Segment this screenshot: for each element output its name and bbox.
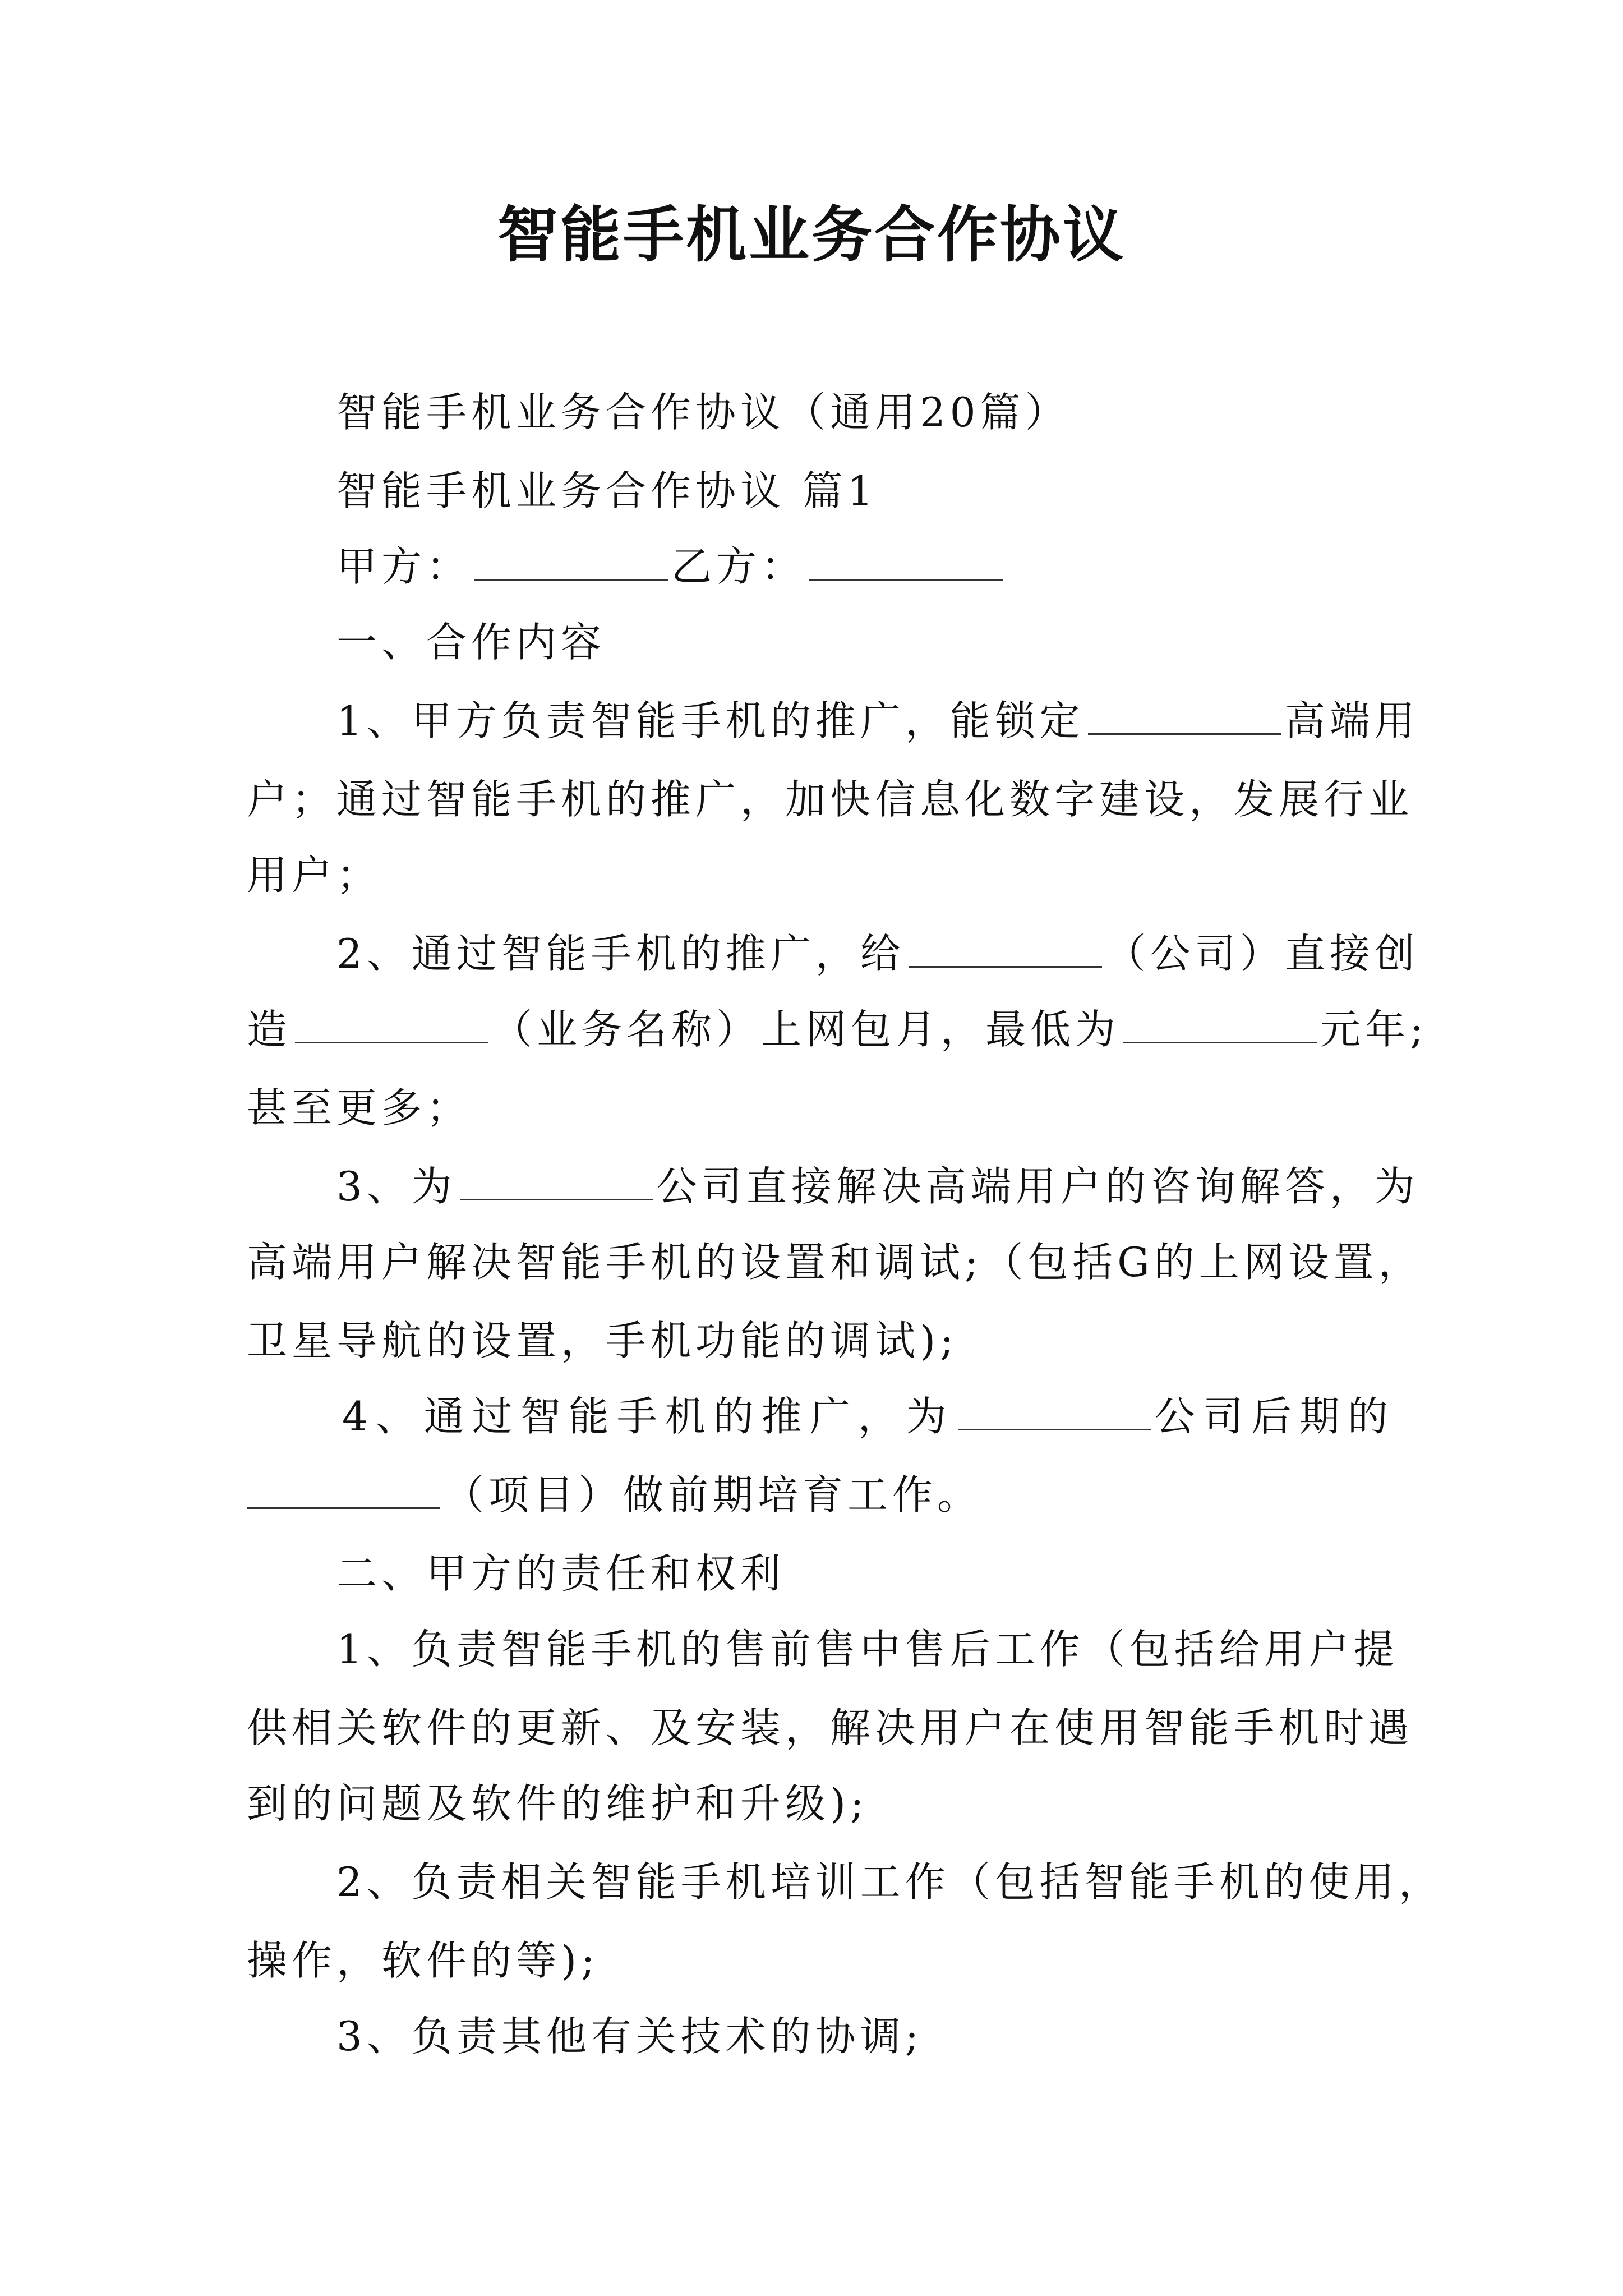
p3-blank — [460, 1159, 653, 1200]
p2-text-d: （业务名称）上网包月，最低为 — [492, 1006, 1121, 1053]
p1-line-3: 用户； — [247, 852, 382, 899]
p3-line-3: 卫星导航的设置，手机功能的调试); — [247, 1317, 958, 1364]
part2-heading: 二、甲方的责任和权利 — [336, 1550, 786, 1597]
p3-line-1 — [336, 1156, 1419, 1217]
p4-text-a: 4、通过智能手机的推广，为 — [342, 1393, 955, 1440]
section-heading: 智能手机业务合作协议 篇1 — [336, 467, 878, 514]
p2-text-a: 2、通过智能手机的推广，给 — [336, 930, 905, 977]
p1-text-a: 1、甲方负责智能手机的推广，能锁定 — [336, 697, 1085, 744]
party-a-blank — [474, 540, 668, 581]
party-b-label: 乙方： — [671, 543, 806, 590]
party-b-blank — [809, 540, 1003, 581]
p3-text-b: 公司直接解决高端用户的咨询解答，为 — [656, 1163, 1419, 1210]
p1-line-2: 户；通过智能手机的推广，加快信息化数字建设，发展行业 — [247, 776, 1414, 823]
party-a-label: 甲方： — [336, 543, 472, 590]
p1-line-1 — [336, 690, 1419, 752]
p2-blank-2 — [295, 1002, 488, 1043]
r1-line-2: 供相关软件的更新、及安装，解决用户在使用智能手机时遇 — [247, 1704, 1414, 1751]
p1-blank — [1088, 694, 1281, 735]
p4-text-c: （项目）做前期培育工作。 — [444, 1471, 983, 1519]
p2-line-1 — [336, 923, 1419, 984]
r1-line-3: 到的问题及软件的维护和升级); — [247, 1780, 869, 1827]
p4-blank-1 — [958, 1389, 1151, 1430]
p3-text-a: 3、为 — [336, 1163, 457, 1210]
p4-blank-2 — [247, 1468, 440, 1509]
p4-line-1 — [342, 1386, 1396, 1447]
p2-blank-1 — [909, 927, 1102, 968]
p4-text-b: 公司后期的 — [1154, 1393, 1396, 1440]
parties-line — [336, 536, 1006, 597]
p3-line-2: 高端用户解决智能手机的设置和调试;（包括G的上网设置， — [247, 1239, 1423, 1286]
p1-text-b: 高端用 — [1284, 697, 1419, 744]
r2-line-2: 操作，软件的等); — [247, 1937, 600, 1984]
p2-text-b: （公司）直接创 — [1105, 930, 1419, 977]
r2-line-1: 2、负责相关智能手机培训工作（包括智能手机的使用， — [336, 1858, 1444, 1906]
p2-text-c: 造 — [247, 1006, 292, 1053]
p2-line-3: 甚至更多； — [247, 1084, 472, 1131]
subtitle: 智能手机业务合作协议（通用20篇） — [336, 389, 1070, 436]
part1-heading: 一、合作内容 — [336, 619, 606, 666]
r3-line-1: 3、负责其他有关技术的协调; — [336, 2013, 924, 2060]
p4-line-2 — [247, 1464, 982, 1526]
p2-line-2 — [247, 999, 1428, 1060]
p2-blank-3 — [1123, 1002, 1317, 1043]
p2-text-e: 元年; — [1320, 1006, 1428, 1053]
r1-line-1: 1、负责智能手机的售前售中售后工作（包括给用户提 — [336, 1626, 1399, 1673]
document-title: 智能手机业务合作协议 — [497, 200, 1126, 270]
